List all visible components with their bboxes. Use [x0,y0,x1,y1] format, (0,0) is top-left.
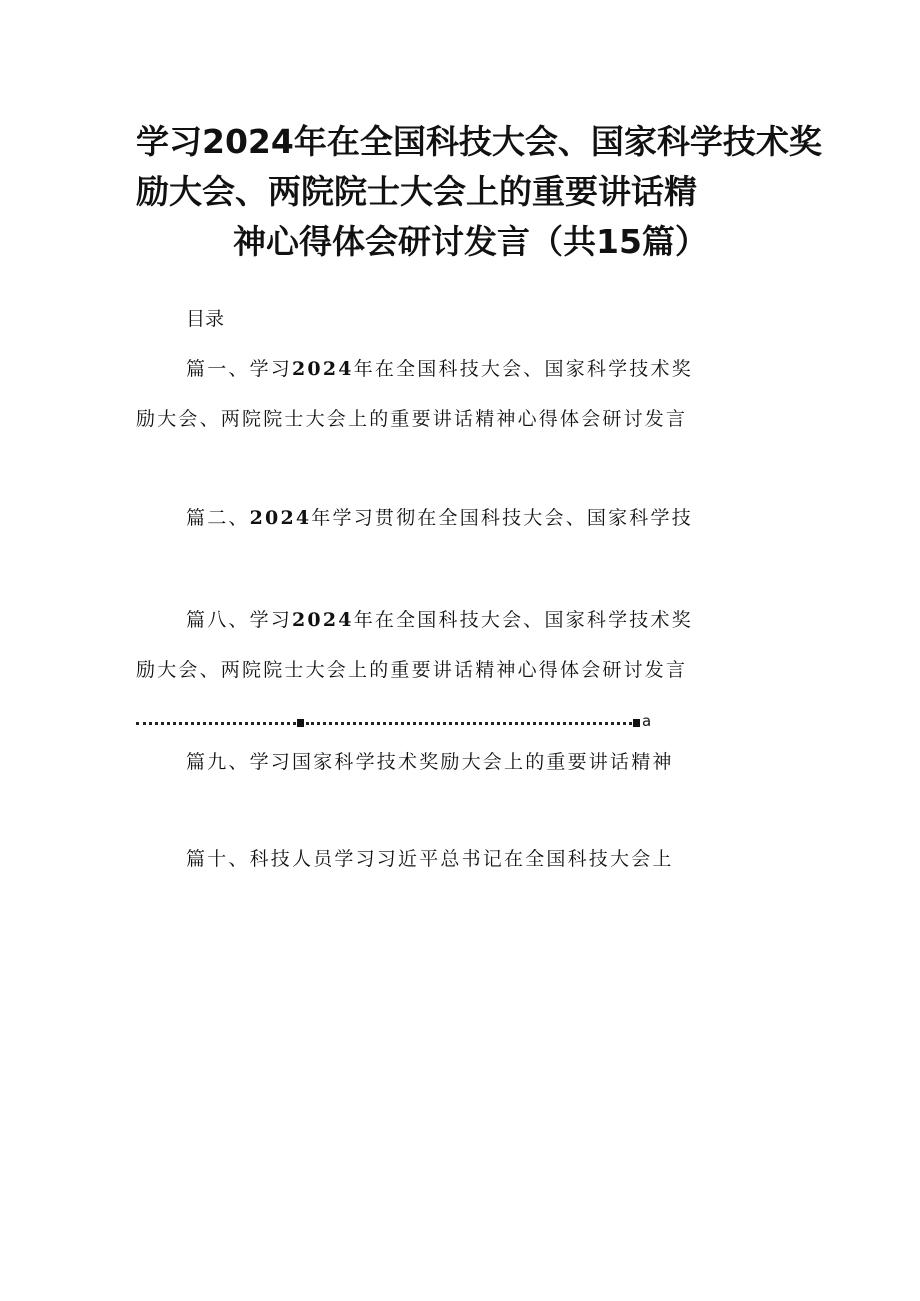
dot-leader-segment-1 [136,722,296,725]
toc-entry-1-rest: 年在全国科技大会、国家科学技术奖 [353,358,693,380]
document-title-line-3: 神心得体会研讨发言（共15篇） [233,222,708,261]
toc-heading: 目录 [186,308,225,330]
toc-entry-8-line-2[interactable]: 励大会、两院院士大会上的重要讲话精神心得体会研讨发言 [136,659,688,681]
toc-entry-1-year: 2024 [292,358,354,380]
leader-square-marker-1 [297,719,304,727]
toc-entry-1-prefix: 篇一、学习 [186,358,293,380]
leader-tail-char: a [642,712,652,730]
toc-entry-9-line-1[interactable]: 篇九、学习国家科学技术奖励大会上的重要讲话精神 [186,751,674,773]
dot-leader [136,713,656,733]
toc-entry-8-year: 2024 [292,609,354,631]
toc-entry-2-prefix: 篇二、 [186,507,250,529]
toc-entry-1-line-2[interactable]: 励大会、两院院士大会上的重要讲话精神心得体会研讨发言 [136,408,688,430]
document-title-line-2: 励大会、两院院士大会上的重要讲话精 [136,172,697,211]
toc-entry-2-rest: 年学习贯彻在全国科技大会、国家科学技 [311,507,693,529]
toc-entry-8-prefix: 篇八、学习 [186,609,293,631]
dot-leader-segment-2 [306,722,632,725]
toc-entry-1-line-1[interactable] [186,355,693,383]
toc-entry-10-line-1[interactable]: 篇十、科技人员学习习近平总书记在全国科技大会上 [186,848,674,870]
toc-entry-2-year: 2024 [249,507,312,529]
leader-square-marker-2 [633,719,640,727]
document-title-line-1: 学习2024年在全国科技大会、国家科学技术奖 [136,122,822,161]
toc-entry-2-line-1[interactable] [186,504,693,532]
toc-entry-8-rest: 年在全国科技大会、国家科学技术奖 [353,609,693,631]
toc-entry-8-line-1[interactable] [186,606,693,634]
